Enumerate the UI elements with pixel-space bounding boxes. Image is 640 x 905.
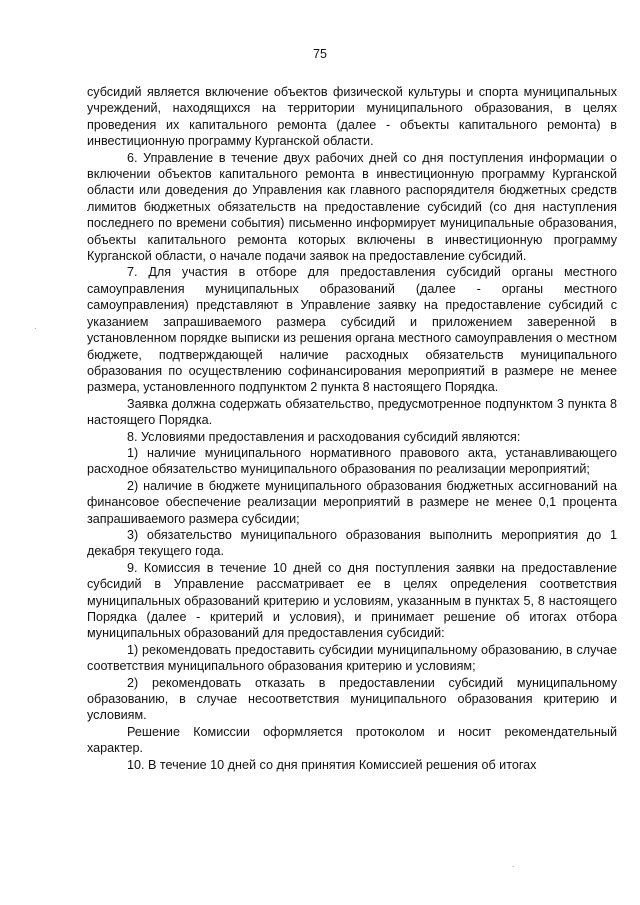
paragraph-item-8-sub-2: 2) наличие в бюджете муниципального образования бюджетных ассигнований на финансовое обеспечение реализации мероприятий в размере не менее 0,1 процента запрашиваемого размера субсидии; [87,478,617,526]
scan-speck-left: . [34,321,37,331]
paragraph-commission-decision: Решение Комиссии оформляется протоколом и носит рекомендательный характер. [87,724,617,756]
paragraph-item-8: 8. Условиями предоставления и расходования субсидий являются: [127,429,521,444]
paragraph-item-7: 7. Для участия в отборе для предоставления субсидий органы местного самоуправления муниципальных образований (далее - органы местного самоуправления) представляют в Управление заявку на предоставление субсидий с указанием запрашиваемого размера субсидий и приложением заверенной в установленном порядке выписки из решения органа местного самоуправления о местном бюджете, подтверждающей наличие расходных обязательств муниципального образования по осуществлению софинансирования мероприятий в размере не менее размера, установленного подпунктом 2 пункта 8 настоящего Порядка. [87,265,617,395]
paragraph-item-9-sub-2: 2) рекомендовать отказать в предоставлении субсидий муниципальному образованию, в случае несоответствия муниципального образования критерию и условиям. [87,675,617,723]
paragraph-item-8-sub-3: 3) обязательство муниципального образования выполнить мероприятия до 1 декабря текущего года. [87,527,617,559]
paragraph-item-6: 6. Управление в течение двух рабочих дней со дня поступления информации о включении объектов капитального ремонта в инвестиционную программу Курганской области или доведения до Управления как главного распорядителя бюджетных средств лимитов бюджетных обязательств на предоставление субсидий (со дня наступления последнего по времени события) письменно информирует муниципальные образования, объекты капитального ремонта которых включены в инвестиционную программу Курганской области, о начале подачи заявок на предоставление субсидий. [87,150,617,264]
paragraph-subsidy-condition-continuation: субсидий является включение объектов физической культуры и спорта муниципальных учреждений, находящихся на территории муниципального образования, в целях проведения их капитального ремонта (далее - объекты капитального ремонта) в инвестиционную программу Курганской области. [87,85,617,149]
paragraph-item-10: 10. В течение 10 дней со дня принятия Комиссией решения об итогах [127,757,537,772]
paragraph-application-obligation: Заявка должна содержать обязательство, предусмотренное подпунктом 3 пункта 8 настоящего Порядка. [87,396,617,428]
paragraph-item-9: 9. Комиссия в течение 10 дней со дня поступления заявки на предоставление субсидий в Управление рассматривает ее в целях определения соответствия муниципальных образований критерию и условиям, указанным в пунктах 5, 8 настоящего Порядка (далее - критерий и условия), и принимает решение об итогах отбора муниципальных образований для предоставления субсидий: [87,560,617,641]
document-body [87,84,617,773]
page-number: 75 [313,47,327,61]
paragraph-item-8-sub-1: 1) наличие муниципального нормативного правового акта, устанавливающего расходное обязательство муниципального образования по реализации мероприятий; [87,445,617,477]
paragraph-item-9-sub-1: 1) рекомендовать предоставить субсидии муниципальному образованию, в случае соответствия муниципального образования критерию и условиям; [87,642,617,674]
scan-speck-bottom-right: . [512,859,515,869]
